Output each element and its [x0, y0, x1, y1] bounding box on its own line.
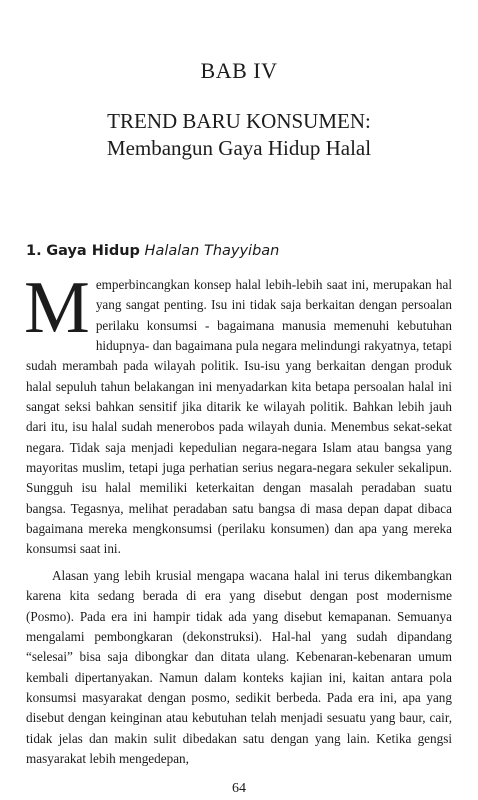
- section-title-italic: Halalan Thayyiban: [144, 243, 280, 259]
- page-number: 64: [232, 781, 246, 796]
- section-heading: [26, 243, 279, 259]
- chapter-label: BAB IV: [200, 58, 278, 83]
- section-number: 1.: [26, 243, 42, 259]
- chapter-title-line-2: Membangun Gaya Hidup Halal: [106, 136, 372, 160]
- paragraph-2: Alasan yang lebih krusial mengapa wacana halal ini terus dikembangkan karena kita sedang berada di era yang disebut dengan post modernisme (Posmo). Pada era ini hampir tidak ada yang disebut kemapanan. Semuanya mengalami pembongkaran (dekonstruksi). Hal-hal yang sudah dipandang “selesai” bisa saja dibongkar dan ditata ulang. Kebenaran-kebenaran umum kembali dipertanyakan. Namun dalam konteks kajian ini, kaitan antara pola konsumsi masyarakat dengan posmo, sedikit berbeda. Pada era ini, apa yang disebut dengan keinginan atau kebutuhan telah menjadi sesuatu yang baur, cair, tidak jelas dan makin sulit dibedakan satu dengan yang lain. Ketika gengsi masyarakat lebih mengedepan,: [26, 567, 452, 766]
- body-text: [24, 267, 452, 769]
- section-title-regular: Gaya Hidup: [46, 243, 140, 259]
- chapter-title: [0, 108, 478, 162]
- chapter-title-line-1: TREND BARU KONSUMEN:: [107, 109, 371, 133]
- paragraph-1-text: emperbincangkan konsep halal lebih-lebih saat ini, merupakan hal yang sangat penting. Isu ini tidak saja berkaitan dengan persoalan perilaku konsumsi - bagaimana manusia memenuhi kebutuhan hidupnya- dan bagaimana pula negara melindungi rakyatnya, tetapi sudah merambah pada wilayah politik. Isu-isu yang berkaitan dengan produk halal sepuluh tahun belakangan ini menyadarkan kita betapa persoalan halal ini sangat seksi bahkan sensitif jika ditarik ke wilayah politik. Bahkan lebih jauh dari itu, isu halal sudah menerobos pada wilayah dunia. Menembus sekat-sekat negara. Tidak saja menjadi kepedulian negara-negara Islam atau bangsa yang mayoritas muslim, tetapi juga perhatian serius negara-negara sekuler sekalipun. Sungguh isu halal memiliki keterkaitan dengan masalah peradaban suatu bangsa. Tegasnya, melihat peradaban satu bangsa di masa depan dapat dibaca bagaimana mereka mengkonsumsi (perilaku konsumen) dan apa yang mereka konsumsi saat ini.: [26, 277, 452, 557]
- paragraph-1: [24, 267, 452, 560]
- drop-cap: M: [24, 267, 90, 349]
